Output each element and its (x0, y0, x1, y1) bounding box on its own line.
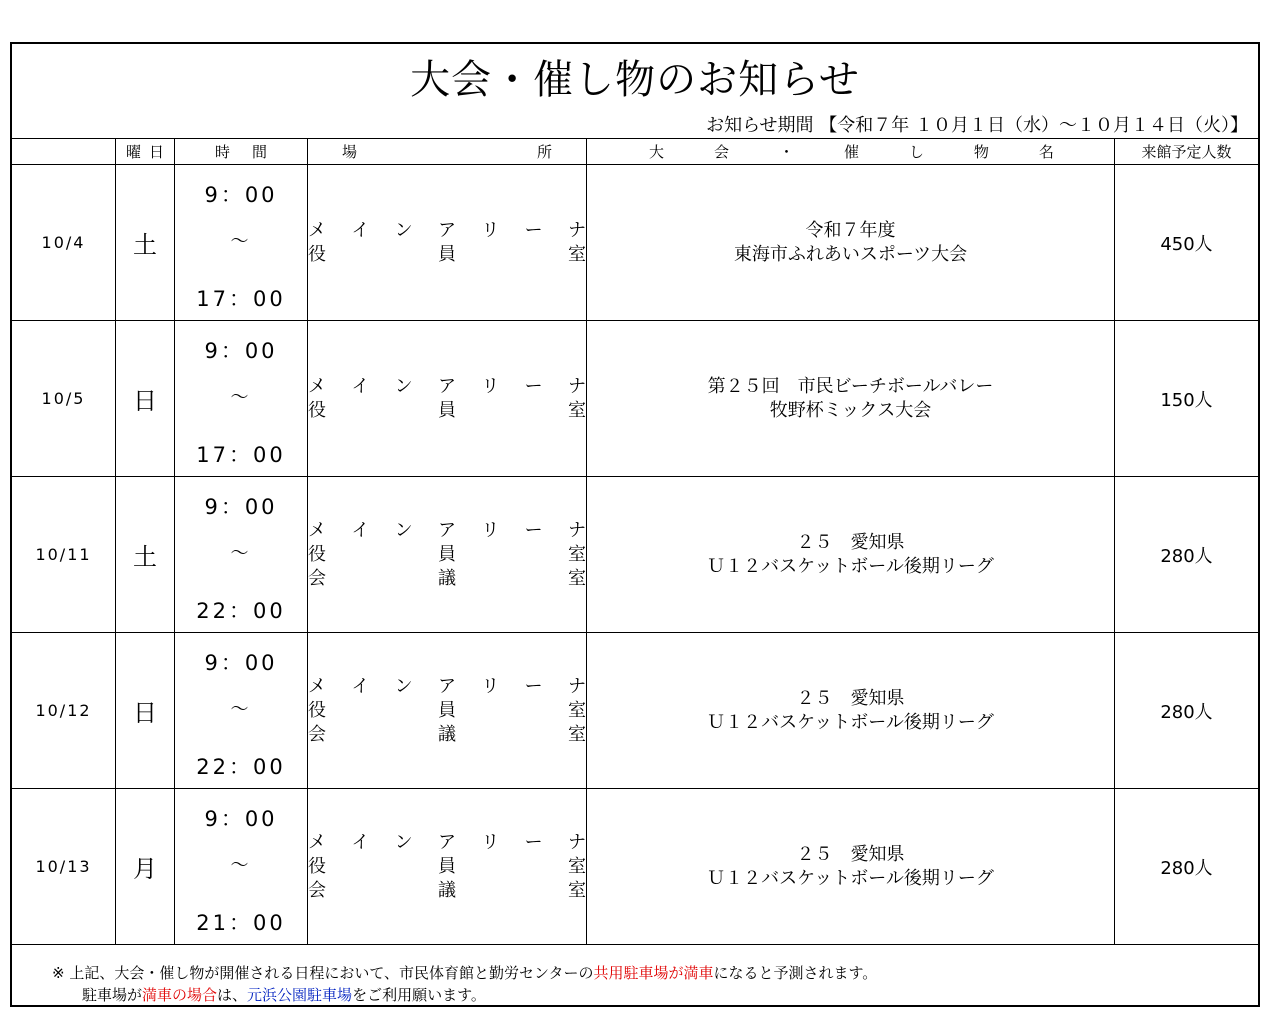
parking-note (52, 962, 877, 1006)
place-char: 役 (308, 399, 326, 421)
place-char: 員 (438, 543, 456, 565)
event-name (587, 321, 1115, 477)
header-time (175, 139, 308, 165)
note-text: をご利用願います。 (352, 986, 486, 1004)
place-char: ア (437, 675, 456, 697)
place-name (308, 375, 586, 399)
place-char: リ (481, 675, 500, 697)
day-of-week: 月 (116, 789, 175, 945)
event-name (587, 789, 1115, 945)
place-char: ー (524, 375, 543, 397)
parking-note-line1 (52, 962, 877, 984)
place-char: 室 (568, 243, 586, 265)
place-char: 室 (568, 399, 586, 421)
place-char: ン (394, 519, 413, 541)
table-row (12, 789, 1258, 945)
place-char: ー (524, 675, 543, 697)
place-char: 室 (568, 699, 586, 721)
event-name-line: 東海市ふれあいスポーツ大会 (733, 243, 968, 265)
place-char: 室 (568, 543, 586, 565)
header-day-of-week (116, 139, 175, 165)
place-char: 会 (308, 879, 326, 901)
time-range-tilde: 〜 (230, 855, 252, 876)
place-char: 役 (308, 855, 326, 877)
header-event-char: 大 (649, 143, 665, 161)
place-char: ー (524, 219, 543, 241)
time-range-tilde: 〜 (230, 699, 252, 720)
event-name-line: Ｕ１２バスケットボール後期リーグ (707, 711, 994, 733)
header-dow-char: 日 (148, 143, 164, 161)
place-char: 室 (568, 879, 586, 901)
place-char: 役 (308, 543, 326, 565)
header-visitors: 来館予定人数 (1115, 139, 1259, 165)
expected-visitors: 280人 (1115, 789, 1259, 945)
place-name (308, 219, 586, 243)
header-place-char: 所 (536, 143, 552, 161)
place-char: ア (437, 375, 456, 397)
start-time: 9：00 (204, 495, 278, 519)
place-char: 室 (568, 567, 586, 589)
place-char: リ (481, 519, 500, 541)
place-name (308, 699, 586, 723)
start-time: 9：00 (204, 183, 278, 207)
place-char: イ (351, 675, 370, 697)
place-char: 員 (438, 855, 456, 877)
place-char: ン (394, 375, 413, 397)
header-event-char: 物 (973, 143, 989, 161)
place-char: ン (394, 219, 413, 241)
event-name-line: 第２５回 市民ビーチボールバレー (707, 375, 994, 397)
event-time (175, 789, 308, 945)
end-time: 17：00 (196, 443, 286, 467)
header-time-char: 時 (215, 143, 231, 161)
end-time: 17：00 (196, 287, 286, 311)
place-char: イ (351, 831, 370, 853)
place-char: ナ (567, 675, 586, 697)
place-char: リ (481, 831, 500, 853)
start-time: 9：00 (204, 339, 278, 363)
notice-sheet (10, 42, 1260, 1007)
expected-visitors: 280人 (1115, 633, 1259, 789)
event-name (587, 633, 1115, 789)
parking-note-line2 (52, 984, 877, 1006)
event-name-line: Ｕ１２バスケットボール後期リーグ (707, 555, 994, 577)
place-char: 会 (308, 567, 326, 589)
header-event-char: し (908, 143, 924, 161)
place-char: 会 (308, 723, 326, 745)
header-date (12, 139, 116, 165)
table-row (12, 321, 1258, 477)
place-char: イ (351, 219, 370, 241)
time-range-tilde: 〜 (230, 387, 252, 408)
place-char: リ (481, 375, 500, 397)
place-name (308, 855, 586, 879)
place-char: ン (394, 831, 413, 853)
event-date: 10/11 (12, 477, 116, 633)
event-time (175, 321, 308, 477)
note-highlight-red: 共用駐車場が満車 (593, 964, 714, 982)
place-char: 議 (438, 567, 456, 589)
table-header-row (12, 139, 1258, 165)
place-name (308, 519, 586, 543)
place-name (308, 399, 586, 423)
day-of-week: 日 (116, 321, 175, 477)
event-name-line: 令和７年度 (805, 219, 896, 241)
header-event-char: 催 (843, 143, 859, 161)
place-char: メ (308, 519, 326, 541)
event-date: 10/13 (12, 789, 116, 945)
place-name (308, 879, 586, 903)
place-char: メ (308, 219, 326, 241)
place-char: ア (437, 519, 456, 541)
place-char: ン (394, 675, 413, 697)
event-name-line: 牧野杯ミックス大会 (769, 399, 932, 421)
place-char: 室 (568, 855, 586, 877)
note-text: は、 (217, 986, 248, 1004)
note-text: ※ 上記、大会・催し物が開催される日程において、市民体育館と勤労センターの (52, 964, 594, 982)
event-places (308, 633, 587, 789)
place-char: 室 (568, 723, 586, 745)
place-name (308, 723, 586, 747)
event-date: 10/5 (12, 321, 116, 477)
place-char: 議 (438, 723, 456, 745)
day-of-week: 土 (116, 477, 175, 633)
note-highlight-red: 満車の場合 (142, 986, 218, 1004)
place-name (308, 543, 586, 567)
note-text: 駐車場が (82, 986, 143, 1004)
place-name (308, 831, 586, 855)
event-date: 10/4 (12, 165, 116, 321)
table-row (12, 633, 1258, 789)
event-date: 10/12 (12, 633, 116, 789)
end-time: 22：00 (196, 599, 286, 623)
place-char: 員 (438, 699, 456, 721)
place-char: ア (437, 219, 456, 241)
event-places (308, 321, 587, 477)
place-char: 役 (308, 243, 326, 265)
event-name (587, 477, 1115, 633)
place-char: 員 (438, 399, 456, 421)
place-char: メ (308, 675, 326, 697)
header-time-char: 間 (251, 143, 267, 161)
place-char: ナ (567, 375, 586, 397)
event-places (308, 789, 587, 945)
notice-period: お知らせ期間 【令和７年 １０月１日（水）～１０月１４日（火）】 (706, 115, 1248, 136)
expected-visitors: 150人 (1115, 321, 1259, 477)
place-char: 議 (438, 879, 456, 901)
place-char: ナ (567, 831, 586, 853)
header-place (308, 139, 587, 165)
place-name (308, 675, 586, 699)
expected-visitors: 280人 (1115, 477, 1259, 633)
place-char: イ (351, 375, 370, 397)
event-name (587, 165, 1115, 321)
place-char: ー (524, 519, 543, 541)
place-char: ア (437, 831, 456, 853)
place-char: ナ (567, 519, 586, 541)
time-range-tilde: 〜 (230, 543, 252, 564)
header-event (587, 139, 1115, 165)
event-name-line: ２５ 愛知県 (796, 531, 905, 553)
place-name (308, 567, 586, 591)
start-time: 9：00 (204, 651, 278, 675)
place-char: リ (481, 219, 500, 241)
end-time: 21：00 (196, 911, 286, 935)
place-char: 員 (438, 243, 456, 265)
event-time (175, 633, 308, 789)
header-event-char: 会 (713, 143, 729, 161)
place-char: ー (524, 831, 543, 853)
event-name-line: Ｕ１２バスケットボール後期リーグ (707, 867, 994, 889)
header-event-char: ・ (778, 143, 794, 161)
expected-visitors: 450人 (1115, 165, 1259, 321)
schedule-table (12, 138, 1258, 945)
header-event-char: 名 (1038, 143, 1054, 161)
event-places (308, 477, 587, 633)
table-row (12, 477, 1258, 633)
start-time: 9：00 (204, 807, 278, 831)
note-text: になると予測されます。 (713, 964, 878, 982)
page-title: 大会・催し物のお知らせ (410, 57, 860, 103)
time-range-tilde: 〜 (230, 231, 252, 252)
place-char: 役 (308, 699, 326, 721)
event-name-line: ２５ 愛知県 (796, 687, 905, 709)
day-of-week: 日 (116, 633, 175, 789)
end-time: 22：00 (196, 755, 286, 779)
event-places (308, 165, 587, 321)
place-char: メ (308, 831, 326, 853)
place-name (308, 243, 586, 267)
event-time (175, 477, 308, 633)
place-char: ナ (567, 219, 586, 241)
day-of-week: 土 (116, 165, 175, 321)
event-time (175, 165, 308, 321)
table-row (12, 165, 1258, 321)
place-char: メ (308, 375, 326, 397)
place-char: イ (351, 519, 370, 541)
header-dow-char: 曜 (126, 143, 142, 161)
note-highlight-blue: 元浜公園駐車場 (247, 986, 353, 1004)
header-place-char: 場 (342, 143, 358, 161)
event-name-line: ２５ 愛知県 (796, 843, 905, 865)
